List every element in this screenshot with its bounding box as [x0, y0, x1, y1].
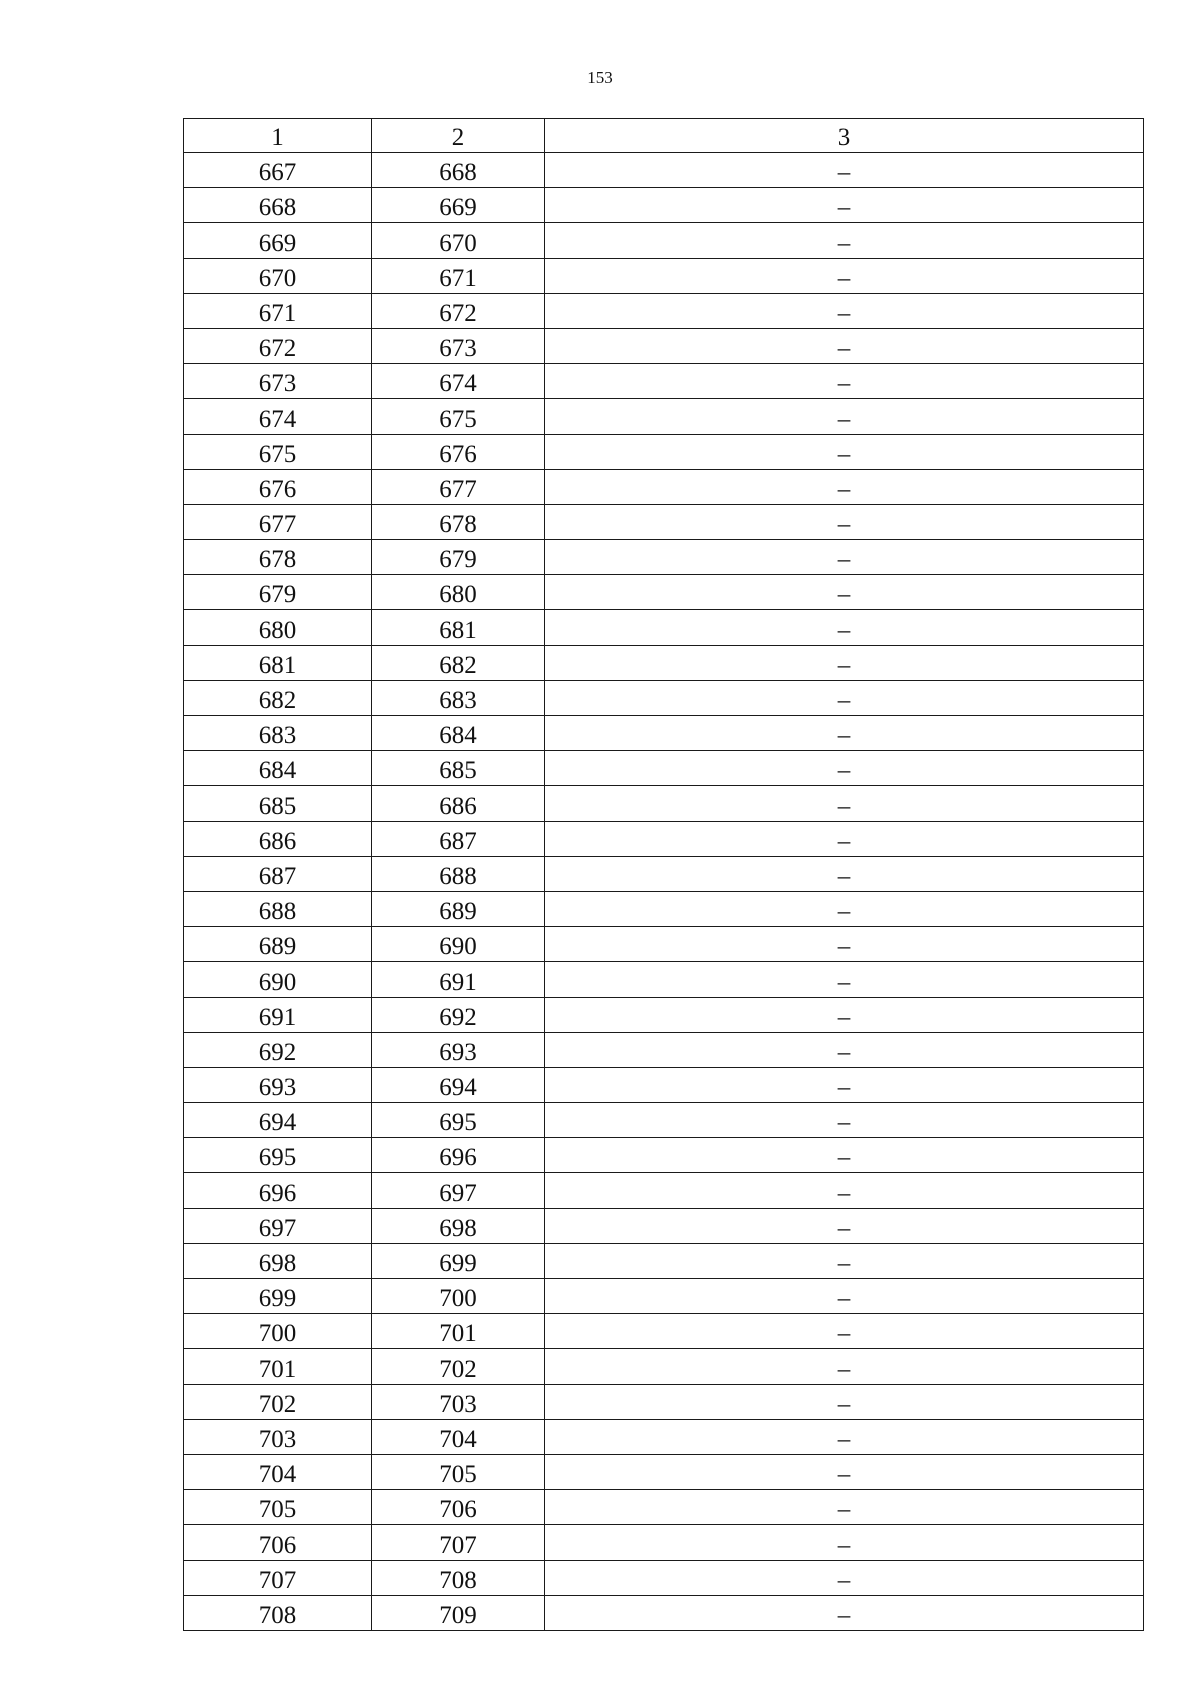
table-row	[184, 610, 1144, 645]
table-cell-col-2: 687	[372, 821, 545, 856]
table-cell-col-3: –	[545, 1138, 1144, 1173]
table-cell-col-2: 682	[372, 645, 545, 680]
table-cell-col-2: 684	[372, 716, 545, 751]
table-cell-col-3: –	[545, 1349, 1144, 1384]
table-cell-col-3: –	[545, 399, 1144, 434]
table-cell-col-3: –	[545, 645, 1144, 680]
table-cell-col-2: 689	[372, 891, 545, 926]
table-cell-col-2: 703	[372, 1384, 545, 1419]
table-cell-col-2: 677	[372, 469, 545, 504]
table-cell-col-2: 690	[372, 927, 545, 962]
table-cell-col-2: 668	[372, 153, 545, 188]
table-cell-col-3: –	[545, 1103, 1144, 1138]
table-cell-col-2: 698	[372, 1208, 545, 1243]
table-cell-col-3: –	[545, 680, 1144, 715]
table-row	[184, 1419, 1144, 1454]
table-cell-col-2: 688	[372, 856, 545, 891]
table-cell-col-1: 701	[184, 1349, 372, 1384]
table-cell-col-3: –	[545, 1208, 1144, 1243]
table-row	[184, 1314, 1144, 1349]
table-row	[184, 469, 1144, 504]
table-header	[184, 119, 1144, 153]
table-cell-col-3: –	[545, 1525, 1144, 1560]
table-cell-col-2: 701	[372, 1314, 545, 1349]
table-cell-col-1: 688	[184, 891, 372, 926]
table-cell-col-3: –	[545, 856, 1144, 891]
data-table	[183, 118, 1144, 1631]
table-cell-col-1: 683	[184, 716, 372, 751]
table-cell-col-2: 691	[372, 962, 545, 997]
table-cell-col-2: 671	[372, 258, 545, 293]
table-row	[184, 751, 1144, 786]
table-cell-col-1: 674	[184, 399, 372, 434]
table-cell-col-2: 704	[372, 1419, 545, 1454]
table-cell-col-1: 691	[184, 997, 372, 1032]
table-cell-col-2: 679	[372, 540, 545, 575]
table-cell-col-3: –	[545, 1032, 1144, 1067]
table-cell-col-2: 692	[372, 997, 545, 1032]
table-cell-col-3: –	[545, 153, 1144, 188]
table-row	[184, 891, 1144, 926]
table-cell-col-3: –	[545, 223, 1144, 258]
table-cell-col-1: 669	[184, 223, 372, 258]
table-row	[184, 997, 1144, 1032]
table-row	[184, 716, 1144, 751]
table-cell-col-1: 690	[184, 962, 372, 997]
table-cell-col-3: –	[545, 258, 1144, 293]
table-cell-col-1: 677	[184, 504, 372, 539]
table-cell-col-1: 671	[184, 293, 372, 328]
table-cell-col-3: –	[545, 1419, 1144, 1454]
table-cell-col-2: 700	[372, 1279, 545, 1314]
table-cell-col-2: 675	[372, 399, 545, 434]
table-row	[184, 1067, 1144, 1102]
table-cell-col-3: –	[545, 1490, 1144, 1525]
table-cell-col-3: –	[545, 364, 1144, 399]
table-cell-col-3: –	[545, 962, 1144, 997]
table-cell-col-1: 673	[184, 364, 372, 399]
table-cell-col-1: 706	[184, 1525, 372, 1560]
table-cell-col-2: 707	[372, 1525, 545, 1560]
table-row	[184, 188, 1144, 223]
table-header-row	[184, 119, 1144, 153]
table-cell-col-1: 668	[184, 188, 372, 223]
table-cell-col-1: 694	[184, 1103, 372, 1138]
table-row	[184, 504, 1144, 539]
table-cell-col-3: –	[545, 1279, 1144, 1314]
table-row	[184, 399, 1144, 434]
table-cell-col-3: –	[545, 751, 1144, 786]
table-cell-col-1: 695	[184, 1138, 372, 1173]
table-cell-col-2: 693	[372, 1032, 545, 1067]
table-row	[184, 680, 1144, 715]
table-cell-col-2: 670	[372, 223, 545, 258]
table-row	[184, 1208, 1144, 1243]
table-cell-col-1: 697	[184, 1208, 372, 1243]
column-header-3: 3	[545, 119, 1144, 153]
table-cell-col-3: –	[545, 821, 1144, 856]
table-cell-col-2: 669	[372, 188, 545, 223]
table-row	[184, 1454, 1144, 1489]
table-row	[184, 1032, 1144, 1067]
table-cell-col-2: 676	[372, 434, 545, 469]
table-row	[184, 927, 1144, 962]
table-row	[184, 1138, 1144, 1173]
table-cell-col-3: –	[545, 188, 1144, 223]
table-cell-col-3: –	[545, 786, 1144, 821]
table-cell-col-3: –	[545, 1067, 1144, 1102]
table-cell-col-1: 685	[184, 786, 372, 821]
table-cell-col-2: 680	[372, 575, 545, 610]
table-row	[184, 293, 1144, 328]
table-row	[184, 328, 1144, 363]
table-cell-col-2: 683	[372, 680, 545, 715]
table-cell-col-1: 703	[184, 1419, 372, 1454]
table-row	[184, 645, 1144, 680]
table-row	[184, 153, 1144, 188]
table-cell-col-2: 702	[372, 1349, 545, 1384]
table-cell-col-3: –	[545, 1243, 1144, 1278]
table-row	[184, 1525, 1144, 1560]
table-cell-col-3: –	[545, 891, 1144, 926]
table-cell-col-1: 678	[184, 540, 372, 575]
column-header-1: 1	[184, 119, 372, 153]
table-row	[184, 1243, 1144, 1278]
table-row	[184, 1384, 1144, 1419]
table-cell-col-1: 707	[184, 1560, 372, 1595]
table-cell-col-3: –	[545, 540, 1144, 575]
table-row	[184, 364, 1144, 399]
table-cell-col-1: 705	[184, 1490, 372, 1525]
table-cell-col-3: –	[545, 504, 1144, 539]
table-cell-col-2: 699	[372, 1243, 545, 1278]
table-cell-col-3: –	[545, 1314, 1144, 1349]
table-row	[184, 1560, 1144, 1595]
table-cell-col-3: –	[545, 293, 1144, 328]
table-cell-col-1: 676	[184, 469, 372, 504]
table-row	[184, 1595, 1144, 1630]
table-cell-col-1: 700	[184, 1314, 372, 1349]
table-cell-col-2: 695	[372, 1103, 545, 1138]
table-cell-col-1: 702	[184, 1384, 372, 1419]
table-cell-col-1: 667	[184, 153, 372, 188]
table-cell-col-2: 697	[372, 1173, 545, 1208]
table-row	[184, 962, 1144, 997]
table-row	[184, 786, 1144, 821]
table-cell-col-1: 680	[184, 610, 372, 645]
table-cell-col-3: –	[545, 434, 1144, 469]
table-cell-col-3: –	[545, 1454, 1144, 1489]
table-cell-col-2: 706	[372, 1490, 545, 1525]
table-cell-col-2: 685	[372, 751, 545, 786]
table-cell-col-1: 708	[184, 1595, 372, 1630]
table-cell-col-2: 674	[372, 364, 545, 399]
table-row	[184, 821, 1144, 856]
table-cell-col-2: 673	[372, 328, 545, 363]
table-cell-col-1: 684	[184, 751, 372, 786]
table-row	[184, 1173, 1144, 1208]
table-cell-col-3: –	[545, 1173, 1144, 1208]
table-row	[184, 540, 1144, 575]
table-cell-col-1: 699	[184, 1279, 372, 1314]
table-cell-col-2: 672	[372, 293, 545, 328]
column-header-2: 2	[372, 119, 545, 153]
table-cell-col-1: 675	[184, 434, 372, 469]
table-row	[184, 434, 1144, 469]
table-cell-col-2: 696	[372, 1138, 545, 1173]
table-cell-col-1: 682	[184, 680, 372, 715]
table-row	[184, 856, 1144, 891]
table-cell-col-1: 692	[184, 1032, 372, 1067]
table-cell-col-1: 679	[184, 575, 372, 610]
table-row	[184, 1349, 1144, 1384]
table-cell-col-2: 678	[372, 504, 545, 539]
table-row	[184, 1103, 1144, 1138]
table-cell-col-1: 681	[184, 645, 372, 680]
table-cell-col-3: –	[545, 575, 1144, 610]
table-cell-col-2: 686	[372, 786, 545, 821]
table-cell-col-2: 709	[372, 1595, 545, 1630]
table-cell-col-1: 693	[184, 1067, 372, 1102]
table-cell-col-1: 696	[184, 1173, 372, 1208]
table-cell-col-1: 687	[184, 856, 372, 891]
table-cell-col-2: 708	[372, 1560, 545, 1595]
table-cell-col-3: –	[545, 1384, 1144, 1419]
table-cell-col-1: 686	[184, 821, 372, 856]
table-cell-col-1: 704	[184, 1454, 372, 1489]
table-row	[184, 1279, 1144, 1314]
table-cell-col-1: 672	[184, 328, 372, 363]
table-row	[184, 223, 1144, 258]
table-cell-col-3: –	[545, 927, 1144, 962]
table-cell-col-3: –	[545, 1595, 1144, 1630]
table-row	[184, 575, 1144, 610]
table-row	[184, 1490, 1144, 1525]
table-cell-col-3: –	[545, 469, 1144, 504]
page-number: 153	[587, 68, 613, 87]
table-cell-col-1: 689	[184, 927, 372, 962]
table-cell-col-2: 681	[372, 610, 545, 645]
table-cell-col-3: –	[545, 610, 1144, 645]
table-cell-col-2: 694	[372, 1067, 545, 1102]
table-cell-col-2: 705	[372, 1454, 545, 1489]
table-cell-col-1: 698	[184, 1243, 372, 1278]
table-cell-col-1: 670	[184, 258, 372, 293]
table-cell-col-3: –	[545, 328, 1144, 363]
table-cell-col-3: –	[545, 716, 1144, 751]
table-cell-col-3: –	[545, 1560, 1144, 1595]
table-body	[184, 153, 1144, 1631]
table-cell-col-3: –	[545, 997, 1144, 1032]
table-row	[184, 258, 1144, 293]
